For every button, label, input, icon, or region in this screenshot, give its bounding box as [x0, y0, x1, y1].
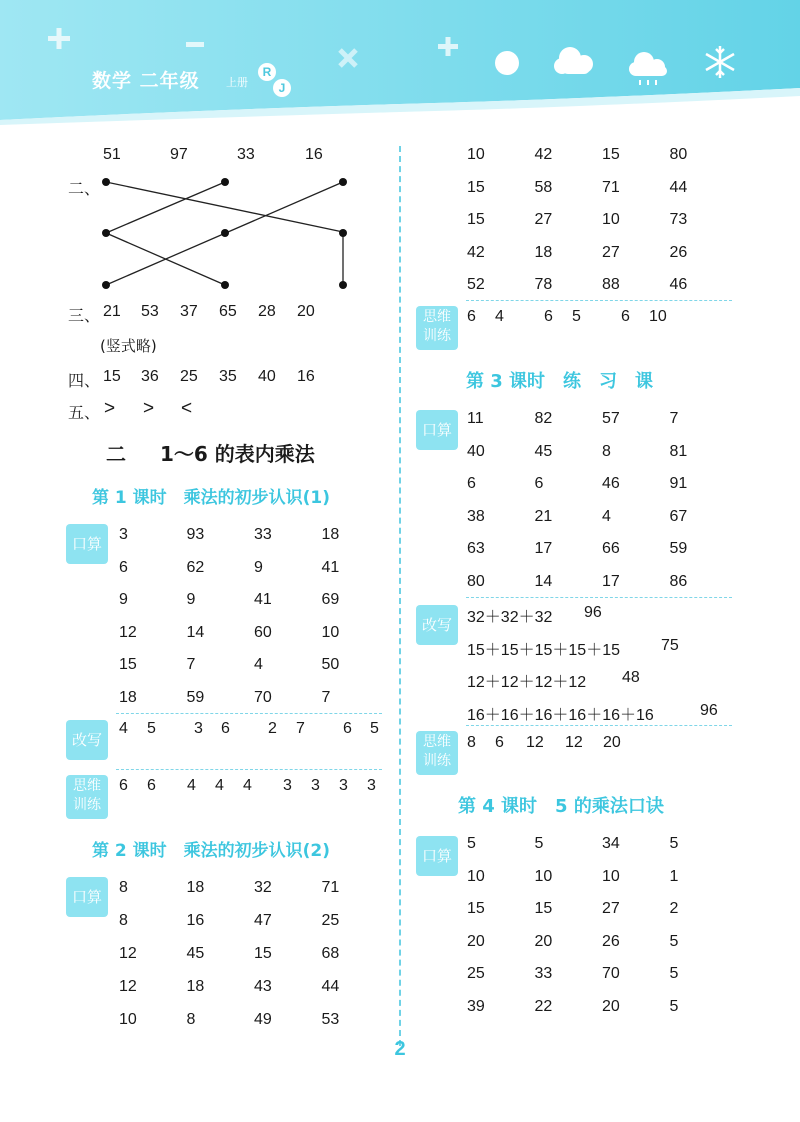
grid-value: 86 — [669, 573, 688, 590]
grid-value: 52 — [467, 276, 485, 294]
answer-value: 65 — [219, 303, 237, 320]
grid-value: 18 — [534, 243, 553, 261]
mental-math-badge: 口算 — [416, 836, 458, 876]
grid-value: 9 — [254, 558, 263, 576]
grid-value: 66 — [602, 540, 620, 558]
grid-value: 14 — [186, 623, 205, 641]
grid-value: 33 — [254, 526, 272, 543]
grid-value: 15 — [467, 900, 485, 918]
match-dot — [221, 229, 229, 237]
grid-value: 73 — [669, 211, 688, 229]
grid-value: 8 — [119, 912, 128, 929]
grid-value: 32 — [254, 879, 272, 896]
grid-value: 14 — [534, 573, 553, 590]
grid-value: 68 — [321, 945, 340, 962]
grid-value: 4 — [254, 656, 263, 674]
lesson-title: 第 4 课时 5 的乘法口诀 — [458, 796, 664, 817]
grid-value: 5 — [669, 932, 679, 950]
badge-line: 思维 — [423, 309, 451, 325]
grid-value: 9 — [119, 591, 128, 609]
grid-value: 91 — [669, 475, 688, 493]
grid-value: 60 — [254, 623, 272, 641]
thinking-answer: 6 — [119, 777, 128, 794]
badge-line: 思维 — [423, 734, 451, 750]
comparison-symbol: > — [143, 398, 155, 419]
thinking-answer: 5 — [572, 308, 581, 325]
answer-value: 20 — [297, 303, 315, 320]
grid-value: 59 — [186, 689, 205, 706]
grid-value: 3 — [119, 526, 128, 543]
match-dot — [339, 178, 347, 186]
thinking-answer: 6 — [544, 308, 553, 325]
grid-value: 26 — [669, 243, 688, 261]
grid-value: 25 — [321, 912, 340, 929]
grid-value: 10 — [534, 867, 553, 885]
thinking-training-badge — [416, 731, 458, 775]
comparison-symbol: > — [104, 398, 116, 419]
grid-value: 21 — [534, 507, 553, 525]
grid-value: 71 — [602, 178, 620, 196]
rewrite-answer: 7 — [296, 720, 305, 737]
rewrite-answer: 48 — [622, 669, 640, 686]
dashed-separator — [466, 725, 732, 726]
match-dot — [339, 281, 347, 289]
thinking-answer: 4 — [187, 777, 196, 794]
thinking-answer: 6 — [621, 308, 630, 325]
match-dot — [102, 178, 110, 186]
thinking-answer: 12 — [526, 734, 544, 751]
subject-grade-title: 数学 二年级 — [92, 70, 200, 92]
grid-value: 18 — [186, 879, 205, 896]
grid-value: 69 — [321, 591, 340, 609]
grid-value: 59 — [669, 540, 688, 558]
dashed-separator — [116, 713, 382, 714]
rewrite-answer: 96 — [584, 604, 602, 621]
grid-value: 42 — [467, 243, 485, 261]
grid-value: 18 — [321, 526, 340, 543]
grid-value: 88 — [602, 276, 620, 294]
badge-line: 训练 — [423, 328, 451, 344]
grid-value: 81 — [669, 442, 688, 460]
rewrite-expression: 32＋32＋32 — [467, 609, 553, 626]
grid-value: 10 — [119, 1011, 137, 1028]
grid-value: 5 — [669, 965, 679, 983]
rewrite-expression: 12＋12＋12＋12 — [467, 674, 587, 691]
grid-value: 57 — [602, 410, 620, 427]
grid-value: 8 — [186, 1011, 196, 1028]
badge-line: 训练 — [73, 797, 101, 813]
grid-value: 7 — [321, 689, 331, 706]
grid-value: 17 — [534, 540, 553, 558]
grid-value: 10 — [602, 867, 620, 885]
thinking-training-badge — [66, 775, 108, 819]
mental-math-badge: 口算 — [66, 524, 108, 564]
thinking-answer: 8 — [467, 734, 476, 751]
rewrite-expression: 16＋16＋16＋16＋16＋16 — [467, 707, 654, 724]
lesson-title: 第 2 课时 乘法的初步认识(2) — [92, 841, 331, 861]
grid-value: 15 — [119, 656, 137, 674]
grid-value: 9 — [186, 591, 196, 609]
edition-badge-j: J — [273, 79, 291, 97]
volume-label: 上册 — [226, 76, 248, 89]
match-top-number: 97 — [170, 146, 188, 163]
grid-value: 34 — [602, 835, 620, 852]
grid-value: 27 — [602, 900, 620, 918]
grid-value: 16 — [186, 912, 205, 929]
grid-value: 17 — [602, 573, 620, 590]
grid-value: 63 — [467, 540, 485, 558]
thinking-answer: 4 — [495, 308, 504, 325]
thinking-answer: 4 — [215, 777, 224, 794]
grid-value: 10 — [321, 623, 340, 641]
grid-value: 5 — [669, 998, 679, 1015]
grid-value: 45 — [534, 442, 553, 460]
grid-value: 40 — [467, 442, 485, 460]
rewrite-badge: 改写 — [416, 605, 458, 645]
grid-value: 71 — [321, 879, 340, 896]
rewrite-answer: 5 — [147, 720, 156, 737]
thinking-answer: 6 — [467, 308, 476, 325]
thinking-answer: 6 — [147, 777, 156, 794]
grid-value: 27 — [534, 211, 553, 229]
grid-value: 6 — [467, 475, 476, 493]
grid-value: 18 — [186, 978, 205, 995]
thinking-answer: 10 — [649, 308, 667, 325]
answer-value: 37 — [180, 303, 198, 320]
grid-value: 78 — [534, 276, 553, 294]
answer-value: 15 — [103, 368, 121, 385]
answer-value: 35 — [219, 368, 237, 385]
mental-math-badge: 口算 — [416, 410, 458, 450]
badge-line: 训练 — [423, 753, 451, 769]
grid-value: 7 — [186, 656, 196, 674]
grid-value: 6 — [534, 475, 544, 493]
grid-value: 44 — [669, 178, 688, 196]
grid-value: 62 — [186, 558, 205, 576]
thinking-answer: 3 — [339, 777, 348, 794]
match-top-number: 51 — [103, 146, 121, 163]
section-title: 1～6 的表内乘法 — [160, 442, 315, 466]
grid-value: 80 — [669, 146, 688, 163]
rewrite-answer: 75 — [661, 637, 679, 654]
rewrite-answer: 6 — [221, 720, 230, 737]
answer-value: 40 — [258, 368, 276, 385]
lesson-title: 第 3 课时 练 习 课 — [466, 371, 654, 392]
rewrite-badge: 改写 — [66, 720, 108, 760]
grid-value: 15 — [467, 178, 485, 196]
grid-value: 47 — [254, 912, 272, 929]
grid-value: 7 — [669, 410, 679, 427]
grid-value: 5 — [669, 835, 679, 852]
grid-value: 15 — [254, 945, 272, 962]
grid-value: 12 — [119, 978, 137, 995]
grid-value: 53 — [321, 1011, 340, 1028]
grid-value: 27 — [602, 243, 620, 261]
thinking-answer: 3 — [283, 777, 292, 794]
grid-value: 41 — [321, 558, 340, 576]
grid-value: 50 — [321, 656, 340, 674]
lesson-title: 第 1 课时 乘法的初步认识(1) — [92, 488, 331, 508]
grid-value: 6 — [119, 558, 128, 576]
grid-value: 4 — [602, 507, 611, 525]
page-number: 2 — [394, 1038, 406, 1060]
grid-value: 20 — [467, 932, 485, 950]
grid-value: 70 — [254, 689, 272, 706]
section-number: 二 — [106, 442, 126, 466]
thinking-training-badge — [416, 306, 458, 350]
dashed-separator — [116, 769, 382, 770]
rewrite-answer: 96 — [700, 702, 718, 719]
grid-value: 5 — [534, 835, 544, 852]
edition-badge-r: R — [258, 63, 276, 81]
grid-value: 5 — [467, 835, 476, 852]
grid-value: 44 — [321, 978, 340, 995]
grid-value: 10 — [602, 211, 620, 229]
grid-value: 39 — [467, 998, 485, 1015]
grid-value: 18 — [119, 689, 137, 706]
question-label: 二、 — [68, 179, 101, 198]
rewrite-answer: 3 — [194, 720, 203, 737]
grid-value: 8 — [119, 879, 128, 896]
match-dot — [339, 229, 347, 237]
grid-value: 42 — [534, 146, 553, 163]
grid-value: 20 — [534, 932, 553, 950]
grid-value: 1 — [669, 867, 679, 885]
grid-value: 80 — [467, 573, 485, 590]
rewrite-expression: 15＋15＋15＋15＋15 — [467, 642, 620, 659]
dashed-separator — [466, 597, 732, 598]
mental-math-badge: 口算 — [66, 877, 108, 917]
badge-line: 思维 — [73, 778, 101, 794]
grid-value: 46 — [669, 276, 688, 294]
answer-value: 36 — [141, 368, 159, 385]
grid-value: 33 — [534, 965, 553, 983]
thinking-answer: 6 — [495, 734, 504, 751]
question-label: 四、 — [68, 371, 101, 390]
thinking-answer: 12 — [565, 734, 583, 751]
grid-value: 46 — [602, 475, 620, 493]
vertical-calc-note: (竖式略) — [100, 337, 157, 355]
grid-value: 12 — [119, 945, 137, 962]
grid-value: 49 — [254, 1011, 272, 1028]
dashed-separator — [466, 300, 732, 301]
grid-value: 93 — [186, 526, 205, 543]
answer-value: 53 — [141, 303, 159, 320]
grid-value: 20 — [602, 998, 620, 1015]
grid-value: 41 — [254, 591, 272, 609]
rewrite-answer: 2 — [268, 720, 277, 737]
answer-value: 16 — [297, 368, 315, 385]
grid-value: 8 — [602, 442, 611, 460]
grid-value: 11 — [467, 410, 484, 427]
grid-value: 15 — [467, 211, 485, 229]
grid-value: 15 — [602, 146, 620, 163]
grid-value: 15 — [534, 900, 553, 918]
match-dot — [221, 178, 229, 186]
grid-value: 38 — [467, 507, 485, 525]
match-dot — [221, 281, 229, 289]
grid-value: 2 — [669, 900, 679, 918]
rewrite-answer: 4 — [119, 720, 128, 737]
answer-value: 21 — [103, 303, 121, 320]
grid-value: 43 — [254, 978, 272, 995]
match-top-number: 33 — [237, 146, 255, 163]
grid-value: 58 — [534, 178, 553, 196]
comparison-symbol: < — [181, 398, 193, 419]
thinking-answer: 3 — [311, 777, 320, 794]
grid-value: 12 — [119, 623, 137, 641]
sun-icon — [495, 51, 519, 75]
thinking-answer: 3 — [367, 777, 376, 794]
matching-diagram — [0, 0, 400, 310]
grid-value: 22 — [534, 998, 553, 1015]
grid-value: 10 — [467, 867, 485, 885]
thinking-answer: 20 — [603, 734, 621, 751]
grid-value: 67 — [669, 507, 688, 525]
grid-value: 45 — [186, 945, 205, 962]
grid-value: 26 — [602, 932, 620, 950]
grid-value: 25 — [467, 965, 485, 983]
rewrite-answer: 6 — [343, 720, 352, 737]
thinking-answer: 4 — [243, 777, 252, 794]
grid-value: 10 — [467, 146, 485, 163]
answer-value: 28 — [258, 303, 276, 320]
match-top-number: 16 — [305, 146, 323, 163]
question-label: 三、 — [68, 306, 101, 325]
grid-value: 70 — [602, 965, 620, 983]
rewrite-answer: 5 — [370, 720, 379, 737]
grid-value: 82 — [534, 410, 553, 427]
match-dot — [102, 229, 110, 237]
answer-value: 25 — [180, 368, 198, 385]
match-dot — [102, 281, 110, 289]
question-label: 五、 — [68, 403, 101, 422]
